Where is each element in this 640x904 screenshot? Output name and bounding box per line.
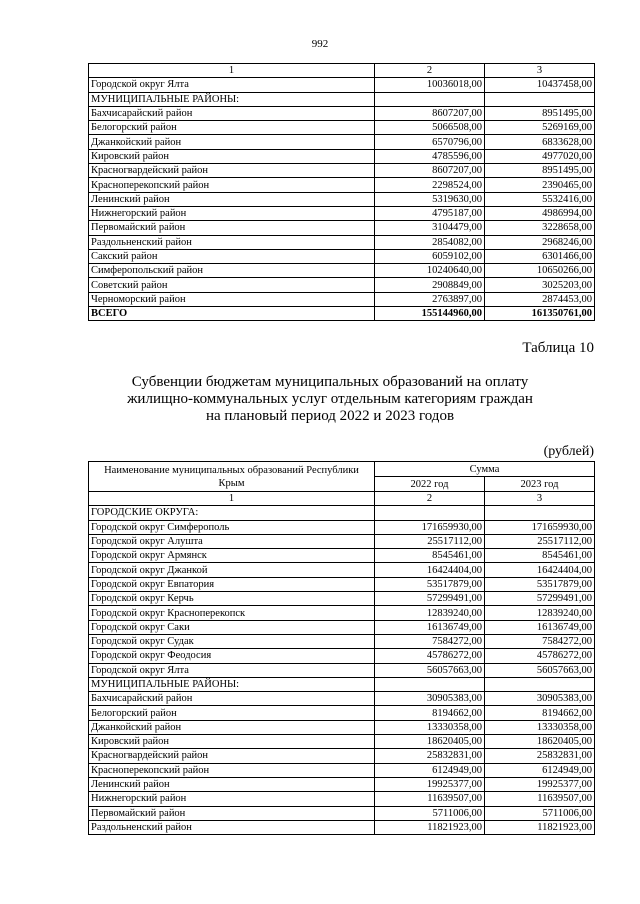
title-line: жилищно-коммунальных услуг отдельным категориям граждан xyxy=(127,391,533,407)
value-2022-cell: 6124949,00 xyxy=(375,763,485,777)
row-name-cell: Сакский район xyxy=(89,249,375,263)
value-2023-cell: 8545461,00 xyxy=(485,549,595,563)
table2-header-row xyxy=(89,462,595,477)
row-name-cell: Джанкойский район xyxy=(89,720,375,734)
table-row xyxy=(89,677,595,691)
table1-body xyxy=(89,64,595,321)
value-2022-cell: 11639507,00 xyxy=(375,792,485,806)
value-2022-cell: 6059102,00 xyxy=(375,249,485,263)
table-row xyxy=(89,149,595,163)
total-row xyxy=(89,307,595,321)
row-name-cell: Городской округ Ялта xyxy=(89,663,375,677)
row-name-cell: Городской округ Армянск xyxy=(89,549,375,563)
row-name-cell: Советский район xyxy=(89,278,375,292)
column-header-year-2023: 2023 год xyxy=(485,477,595,492)
table-row xyxy=(89,777,595,791)
row-name-cell: Нижнегорский район xyxy=(89,792,375,806)
value-2023-cell: 8194662,00 xyxy=(485,706,595,720)
value-2023-cell: 19925377,00 xyxy=(485,777,595,791)
row-name-cell: Красноперекопский район xyxy=(89,763,375,777)
table-row xyxy=(89,549,595,563)
table-row xyxy=(89,221,595,235)
value-2022-cell: 3104479,00 xyxy=(375,221,485,235)
value-2022-cell xyxy=(375,92,485,106)
index-cell: 1 xyxy=(89,492,375,506)
row-name-cell: Красноперекопский район xyxy=(89,178,375,192)
row-name-cell: Раздольненский район xyxy=(89,820,375,834)
table-row xyxy=(89,121,595,135)
value-2023-cell: 6301466,00 xyxy=(485,249,595,263)
value-2023-cell: 45786272,00 xyxy=(485,649,595,663)
subventions-table xyxy=(88,461,595,835)
value-2022-cell xyxy=(375,506,485,520)
value-2023-cell: 16136749,00 xyxy=(485,620,595,634)
table-row xyxy=(89,164,595,178)
value-2023-cell: 16424404,00 xyxy=(485,563,595,577)
row-name-cell: МУНИЦИПАЛЬНЫЕ РАЙОНЫ: xyxy=(89,677,375,691)
value-2022-cell: 12839240,00 xyxy=(375,606,485,620)
total-2022: 155144960,00 xyxy=(375,307,485,321)
value-2023-cell: 8951495,00 xyxy=(485,164,595,178)
table-row xyxy=(89,78,595,92)
value-2022-cell: 10240640,00 xyxy=(375,264,485,278)
title-line: Субвенции бюджетам муниципальных образований на оплату xyxy=(131,374,529,390)
total-label: ВСЕГО xyxy=(89,307,375,321)
table-row xyxy=(89,706,595,720)
value-2023-cell: 5269169,00 xyxy=(485,121,595,135)
value-2023-cell: 4986994,00 xyxy=(485,206,595,220)
value-2023-cell: 171659930,00 xyxy=(485,520,595,534)
row-name-cell: Черноморский район xyxy=(89,292,375,306)
index-cell: 3 xyxy=(485,492,595,506)
table-row xyxy=(89,634,595,648)
table2-body xyxy=(89,462,595,835)
value-2023-cell: 2390465,00 xyxy=(485,178,595,192)
table-row xyxy=(89,563,595,577)
column-header-name: Наименование муниципальных образований Республики Крым xyxy=(89,462,375,492)
table-row xyxy=(89,620,595,634)
row-name-cell: Ленинский район xyxy=(89,777,375,791)
value-2022-cell: 25517112,00 xyxy=(375,534,485,548)
row-name-cell: Городской округ Джанкой xyxy=(89,563,375,577)
value-2023-cell: 10650266,00 xyxy=(485,264,595,278)
row-name-cell: Нижнегорский район xyxy=(89,206,375,220)
value-2022-cell: 171659930,00 xyxy=(375,520,485,534)
table-row xyxy=(89,106,595,120)
value-2023-cell xyxy=(485,92,595,106)
value-2022-cell: 56057663,00 xyxy=(375,663,485,677)
value-2023-cell: 5532416,00 xyxy=(485,192,595,206)
row-name-cell: ГОРОДСКИЕ ОКРУГА: xyxy=(89,506,375,520)
row-name-cell: Ленинский район xyxy=(89,192,375,206)
value-2023-cell: 53517879,00 xyxy=(485,577,595,591)
table-row xyxy=(89,663,595,677)
table-row xyxy=(89,749,595,763)
table-row xyxy=(89,606,595,620)
value-2022-cell: 5066508,00 xyxy=(375,121,485,135)
value-2022-cell: 19925377,00 xyxy=(375,777,485,791)
value-2022-cell: 10036018,00 xyxy=(375,78,485,92)
value-2023-cell: 30905383,00 xyxy=(485,692,595,706)
column-header-year-2022: 2022 год xyxy=(375,477,485,492)
table-row xyxy=(89,206,595,220)
row-name-cell: Городской округ Ялта xyxy=(89,78,375,92)
table-title xyxy=(120,374,540,425)
value-2022-cell: 13330358,00 xyxy=(375,720,485,734)
page-number: 992 xyxy=(311,38,329,50)
table-label: Таблица 10 xyxy=(522,340,594,356)
row-name-cell: Белогорский район xyxy=(89,121,375,135)
value-2023-cell: 12839240,00 xyxy=(485,606,595,620)
row-name-cell: Красногвардейский район xyxy=(89,749,375,763)
table2-index-row xyxy=(89,492,595,506)
value-2022-cell: 53517879,00 xyxy=(375,577,485,591)
table-row xyxy=(89,806,595,820)
row-name-cell: МУНИЦИПАЛЬНЫЕ РАЙОНЫ: xyxy=(89,92,375,106)
table-row xyxy=(89,820,595,834)
index-cell: 2 xyxy=(375,64,485,78)
value-2023-cell: 6124949,00 xyxy=(485,763,595,777)
value-2022-cell: 25832831,00 xyxy=(375,749,485,763)
value-2022-cell: 16424404,00 xyxy=(375,563,485,577)
value-2022-cell: 8545461,00 xyxy=(375,549,485,563)
value-2022-cell: 2854082,00 xyxy=(375,235,485,249)
table-row xyxy=(89,720,595,734)
value-2022-cell: 8607207,00 xyxy=(375,106,485,120)
row-name-cell: Городской округ Симферополь xyxy=(89,520,375,534)
table-row xyxy=(89,577,595,591)
title-line: на плановый период 2022 и 2023 годов xyxy=(205,408,455,424)
table-row xyxy=(89,506,595,520)
value-2023-cell: 13330358,00 xyxy=(485,720,595,734)
table-row xyxy=(89,763,595,777)
table-row xyxy=(89,649,595,663)
table-row xyxy=(89,278,595,292)
row-name-cell: Городской округ Керчь xyxy=(89,592,375,606)
row-name-cell: Джанкойский район xyxy=(89,135,375,149)
row-name-cell: Городской округ Алушта xyxy=(89,534,375,548)
value-2022-cell: 16136749,00 xyxy=(375,620,485,634)
value-2022-cell: 8194662,00 xyxy=(375,706,485,720)
row-name-cell: Раздольненский район xyxy=(89,235,375,249)
value-2022-cell: 7584272,00 xyxy=(375,634,485,648)
value-2022-cell: 4795187,00 xyxy=(375,206,485,220)
index-cell: 3 xyxy=(485,64,595,78)
row-name-cell: Городской округ Феодосия xyxy=(89,649,375,663)
table-row xyxy=(89,264,595,278)
value-2022-cell: 5711006,00 xyxy=(375,806,485,820)
table-continued xyxy=(88,63,595,321)
table-row xyxy=(89,235,595,249)
row-name-cell: Кировский район xyxy=(89,735,375,749)
value-2023-cell: 11821923,00 xyxy=(485,820,595,834)
value-2023-cell: 18620405,00 xyxy=(485,735,595,749)
value-2022-cell: 4785596,00 xyxy=(375,149,485,163)
total-2023: 161350761,00 xyxy=(485,307,595,321)
value-2022-cell: 2908849,00 xyxy=(375,278,485,292)
table-row xyxy=(89,735,595,749)
value-2023-cell: 3228658,00 xyxy=(485,221,595,235)
row-name-cell: Бахчисарайский район xyxy=(89,106,375,120)
value-2023-cell: 25832831,00 xyxy=(485,749,595,763)
value-2023-cell: 11639507,00 xyxy=(485,792,595,806)
row-name-cell: Первомайский район xyxy=(89,221,375,235)
value-2023-cell: 4977020,00 xyxy=(485,149,595,163)
units-label: (рублей) xyxy=(543,444,594,459)
value-2023-cell: 25517112,00 xyxy=(485,534,595,548)
row-name-cell: Городской округ Красноперекопск xyxy=(89,606,375,620)
table-row xyxy=(89,249,595,263)
value-2023-cell: 8951495,00 xyxy=(485,106,595,120)
value-2023-cell: 7584272,00 xyxy=(485,634,595,648)
table-row xyxy=(89,135,595,149)
index-cell: 2 xyxy=(375,492,485,506)
value-2022-cell: 6570796,00 xyxy=(375,135,485,149)
column-header-sum: Сумма xyxy=(375,462,595,477)
value-2022-cell xyxy=(375,677,485,691)
value-2022-cell: 45786272,00 xyxy=(375,649,485,663)
row-name-cell: Симферопольский район xyxy=(89,264,375,278)
value-2023-cell xyxy=(485,506,595,520)
row-name-cell: Городской округ Саки xyxy=(89,620,375,634)
row-name-cell: Белогорский район xyxy=(89,706,375,720)
table-row xyxy=(89,534,595,548)
value-2022-cell: 8607207,00 xyxy=(375,164,485,178)
table-row xyxy=(89,520,595,534)
value-2023-cell: 57299491,00 xyxy=(485,592,595,606)
table-row xyxy=(89,178,595,192)
value-2022-cell: 5319630,00 xyxy=(375,192,485,206)
row-name-cell: Первомайский район xyxy=(89,806,375,820)
value-2023-cell: 2968246,00 xyxy=(485,235,595,249)
value-2022-cell: 57299491,00 xyxy=(375,592,485,606)
row-name-cell: Бахчисарайский район xyxy=(89,692,375,706)
table1-index-row xyxy=(89,64,595,78)
table-row xyxy=(89,92,595,106)
value-2023-cell: 10437458,00 xyxy=(485,78,595,92)
value-2022-cell: 30905383,00 xyxy=(375,692,485,706)
value-2023-cell: 3025203,00 xyxy=(485,278,595,292)
table-row xyxy=(89,592,595,606)
table-row xyxy=(89,692,595,706)
value-2022-cell: 2763897,00 xyxy=(375,292,485,306)
value-2023-cell: 2874453,00 xyxy=(485,292,595,306)
table-row xyxy=(89,192,595,206)
index-cell: 1 xyxy=(89,64,375,78)
value-2023-cell: 56057663,00 xyxy=(485,663,595,677)
value-2023-cell: 6833628,00 xyxy=(485,135,595,149)
value-2022-cell: 2298524,00 xyxy=(375,178,485,192)
table-row xyxy=(89,792,595,806)
value-2023-cell: 5711006,00 xyxy=(485,806,595,820)
row-name-cell: Кировский район xyxy=(89,149,375,163)
value-2022-cell: 11821923,00 xyxy=(375,820,485,834)
table-row xyxy=(89,292,595,306)
row-name-cell: Красногвардейский район xyxy=(89,164,375,178)
value-2022-cell: 18620405,00 xyxy=(375,735,485,749)
row-name-cell: Городской округ Евпатория xyxy=(89,577,375,591)
value-2023-cell xyxy=(485,677,595,691)
row-name-cell: Городской округ Судак xyxy=(89,634,375,648)
